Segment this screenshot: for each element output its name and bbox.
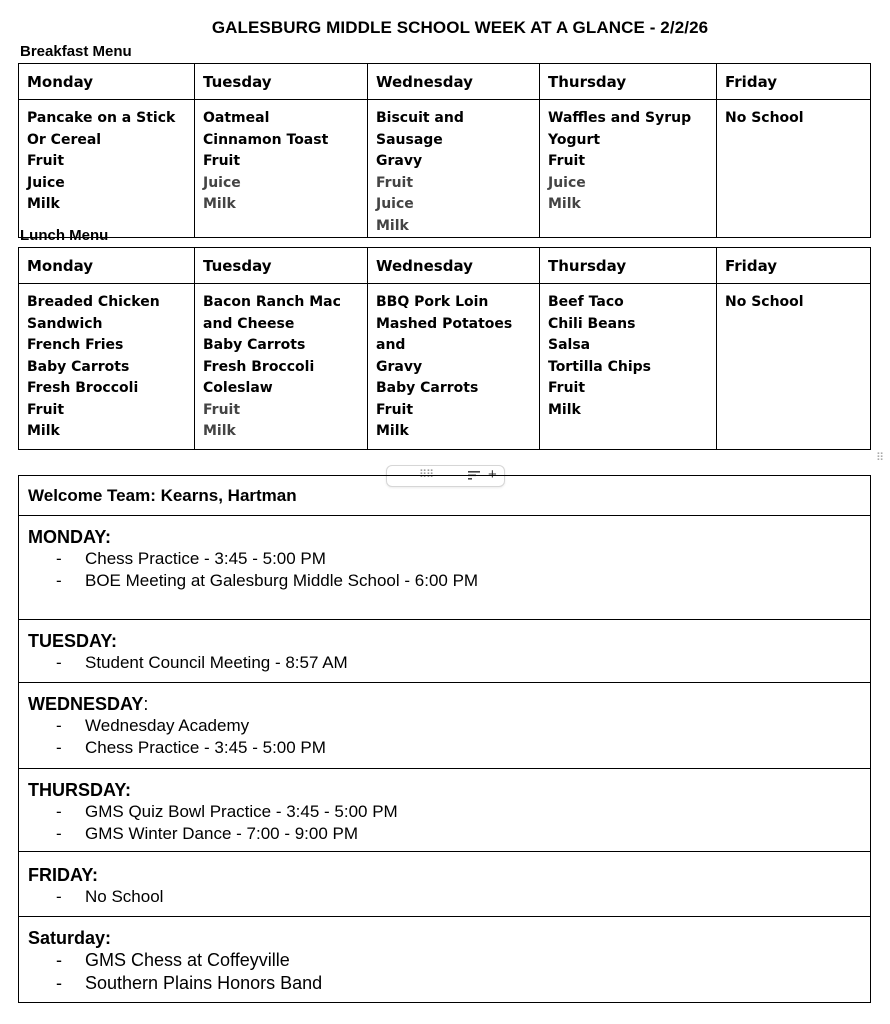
menu-item: Milk [27,423,60,439]
event-text: No School [85,887,164,906]
event-text: GMS Chess at Coffeyville [85,950,290,970]
list-item [28,715,861,737]
breakfast-cell-tuesday [195,100,368,238]
menu-item: Waffles and Syrup [548,110,692,126]
bullet-dash: - [56,950,62,970]
wednesday-events [19,683,870,769]
lunch-cell-thursday [540,284,717,450]
lunch-day-friday: Friday [717,248,871,284]
event-text: Chess Practice - 3:45 - 5:00 PM [85,549,326,568]
event-text: GMS Winter Dance - 7:00 - 9:00 PM [85,823,359,843]
breakfast-menu-label: Breakfast Menu [20,43,132,60]
side-drag-handle-icon[interactable]: ⠿ [876,452,886,464]
menu-item: No School [725,294,804,310]
breakfast-day-wednesday: Wednesday [368,64,540,100]
plus-icon[interactable]: + [488,466,497,483]
event-text: BOE Meeting at Galesburg Middle School - 6:00 PM [85,570,479,590]
menu-item: Or Cereal [27,131,102,148]
lunch-header-row [19,248,871,284]
event-list [28,801,861,844]
menu-item: Juice [548,174,586,191]
monday-events [19,516,870,620]
lunch-day-tuesday: Tuesday [195,248,368,284]
menu-item: Milk [203,196,236,212]
list-item [28,823,861,845]
events-table [18,475,871,1003]
list-item [28,570,861,592]
breakfast-header-row [19,64,871,100]
list-item [28,801,861,823]
day-heading: TUESDAY: [28,631,118,651]
menu-item: Sandwich [27,315,103,332]
breakfast-day-tuesday: Tuesday [195,64,368,100]
menu-item: Fruit [548,380,586,396]
drag-handle-icon[interactable]: ⠿⠿ [419,469,434,481]
lunch-cell-friday [717,284,871,450]
menu-item: Coleslaw [203,380,273,396]
day-heading: FRIDAY: [28,865,99,885]
event-list [28,886,861,908]
event-list [28,949,861,995]
day-heading-colon: : [143,694,149,714]
day-heading: MONDAY: [28,527,112,547]
menu-item: Chili Beans [548,315,636,332]
breakfast-cell-wednesday [368,100,540,238]
event-list [28,715,861,758]
menu-item: Biscuit and Sausage [376,110,464,148]
bullet-dash: - [56,823,62,843]
tuesday-events [19,620,870,683]
menu-item: Mashed Potatoes and [376,315,513,353]
bullet-dash: - [56,716,62,735]
list-item [28,548,861,570]
lunch-menu-label: Lunch Menu [20,227,109,244]
bullet-dash: - [56,570,62,590]
friday-events [19,852,870,917]
menu-item: French Fries [27,337,124,353]
bullet-dash: - [56,653,62,672]
breakfast-cell-thursday [540,100,717,238]
menu-item: Milk [203,423,236,439]
lunch-cell-tuesday [195,284,368,450]
day-heading-text: WEDNESDAY [28,694,144,714]
day-heading: Saturday: [28,928,112,948]
lunch-cell-monday [19,284,195,450]
event-text: Wednesday Academy [85,716,250,735]
menu-item: Juice [203,174,241,191]
menu-item: Baby Carrots [376,380,479,396]
event-list [28,652,861,674]
menu-item: Gravy [376,153,423,169]
event-text: Southern Plains Honors Band [85,973,323,993]
lunch-day-monday: Monday [19,248,195,284]
saturday-events [19,917,870,1003]
menu-item: Fruit [203,401,241,418]
breakfast-day-monday: Monday [19,64,195,100]
menu-item: Fruit [548,153,586,169]
lunch-day-thursday: Thursday [540,248,717,284]
menu-item: Pancake on a Stick [27,110,176,126]
menu-item: BBQ Pork Loin [376,294,489,310]
menu-item: Milk [376,217,409,234]
list-item [28,886,861,908]
menu-item: Fruit [27,401,65,418]
thursday-events [19,769,870,852]
event-text: Chess Practice - 3:45 - 5:00 PM [85,737,326,757]
page-title: GALESBURG MIDDLE SCHOOL WEEK AT A GLANCE - 2/2/26 [211,18,709,37]
day-heading: THURSDAY: [28,780,132,800]
menu-item: Salsa [548,337,591,353]
menu-item: Cinnamon Toast [203,131,329,148]
breakfast-cell-friday [717,100,871,238]
breakfast-cell-monday [19,100,195,238]
menu-item: No School [725,110,804,126]
menu-item: Milk [548,196,581,212]
bullet-dash: - [56,887,62,906]
menu-item: Fruit [203,153,241,169]
bullet-dash: - [56,973,62,993]
bullet-dash: - [56,737,62,757]
menu-item: Gravy [376,358,423,375]
menu-item: Tortilla Chips [548,358,652,375]
menu-item: Baby Carrots [203,337,306,353]
breakfast-items-row [19,100,871,238]
menu-item: Baby Carrots [27,358,130,375]
breakfast-day-thursday: Thursday [540,64,717,100]
event-text: GMS Quiz Bowl Practice - 3:45 - 5:00 PM [85,802,398,821]
lunch-cell-wednesday [368,284,540,450]
list-item [28,949,861,972]
menu-item: Milk [548,401,581,418]
menu-item: Beef Taco [548,294,624,310]
menu-item: Milk [27,196,60,212]
menu-item: Fruit [376,401,414,418]
event-list [28,548,861,591]
list-item [28,652,861,674]
menu-item: Juice [27,174,65,191]
event-text: Student Council Meeting - 8:57 AM [85,653,348,672]
menu-item: Juice [376,196,414,212]
bullet-dash: - [56,802,62,821]
menu-item: Fresh Broccoli [27,380,139,396]
menu-item: Milk [376,423,409,439]
menu-item: and Cheese [203,315,295,332]
menu-item: Fruit [376,174,414,191]
menu-item: Fruit [27,153,65,169]
breakfast-day-friday: Friday [717,64,871,100]
menu-item: Fresh Broccoli [203,358,315,375]
lunch-menu-table [18,247,871,450]
list-item [28,972,861,995]
menu-item: Bacon Ranch Mac [203,294,341,310]
welcome-row: Welcome Team: Kearns, Hartman [19,476,870,516]
menu-item: Breaded Chicken [27,294,160,310]
breakfast-menu-table [18,63,871,238]
bullet-dash: - [56,549,62,568]
menu-item: Yogurt [548,131,601,148]
day-heading [28,693,861,715]
lunch-items-row [19,284,871,450]
list-item [28,737,861,759]
menu-item: Oatmeal [203,110,270,126]
lunch-day-wednesday: Wednesday [368,248,540,284]
